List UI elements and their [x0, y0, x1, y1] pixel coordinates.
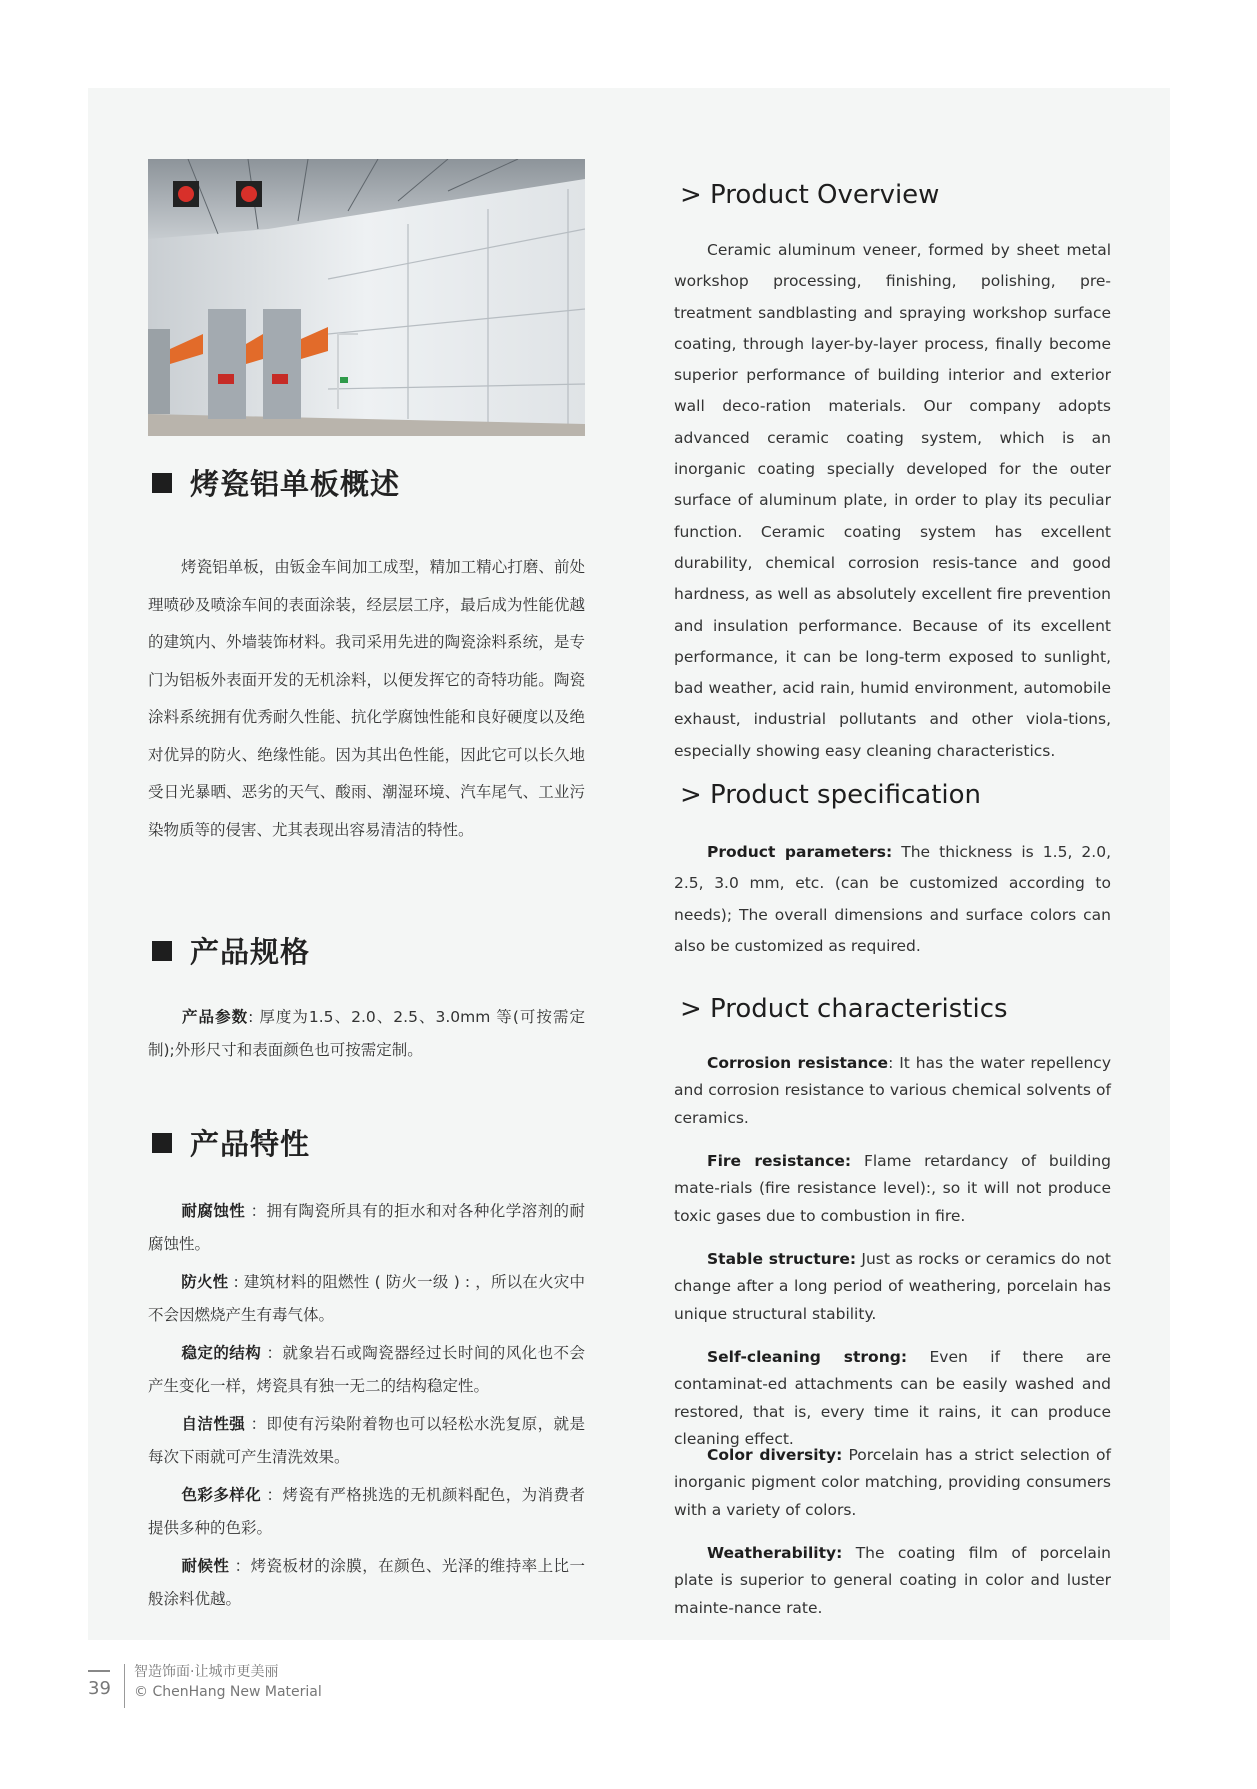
station-photo: [148, 159, 585, 436]
cn-overview-heading: [152, 462, 400, 503]
cn-feature-label: 耐候性: [181, 1557, 230, 1575]
cn-feature-text: ：即使有污染附着物也可以轻松水洗复原，就是每次下雨就可产生清洗效果。: [148, 1415, 585, 1466]
square-bullet-icon: [152, 941, 172, 961]
en-feature-item: [674, 1050, 1111, 1132]
cn-spec-text: : 厚度为1.5、2.0、2.5、3.0mm 等(可按需定制);外形尺寸和表面颜色也可按需定制。: [148, 1008, 585, 1059]
en-feature-label: Stable structure:: [707, 1250, 857, 1268]
footer-divider: [124, 1664, 125, 1708]
cn-feature-item: [148, 1550, 585, 1616]
en-feature-label: Weatherability:: [707, 1544, 843, 1562]
cn-spec-heading-text: 产品规格: [190, 935, 311, 969]
cn-features-heading: [152, 1122, 310, 1163]
cn-overview-body-text: 烤瓷铝单板，由钣金车间加工成型，精加工精心打磨、前处理喷砂及喷涂车间的表面涂装，经层层工序，最后成为性能优越的建筑内、外墙装饰材料。我司采用先进的陶瓷涂料系统，是专门为铝板外表面开发的无机涂料，以便发挥它的奇特功能。陶瓷涂料系统拥有优秀耐久性能、抗化学腐蚀性能和良好硬度以及绝对优异的防火、绝缘性能。因为其出色性能，因此它可以长久地受日光暴晒、恶劣的天气、酸雨、潮湿环境、汽车尾气、工业污染物质等的侵害、尤其表现出容易清洁的特性。: [148, 558, 585, 839]
en-feature-item: [674, 1540, 1111, 1622]
en-spec-text: The thickness is 1.5, 2.0, 2.5, 3.0 mm, etc. (can be customized according to needs); The overall dimensions and surface colors can also be customized as required.: [674, 843, 1111, 955]
cn-feature-text: : 建筑材料的阻燃性 ( 防火一级 ) : ，所以在火灾中不会因燃烧产生有毒气体。: [148, 1273, 585, 1324]
en-feature-text: Flame retardancy of building mate-rials (fire resistance level):, so it will not produce toxic gases due to combustion in fire.: [674, 1152, 1111, 1225]
en-spec-body: [674, 837, 1111, 962]
en-spec-heading: > Product specification: [680, 780, 982, 810]
page-number: 39: [88, 1678, 111, 1699]
en-spec-label: Product parameters:: [707, 843, 893, 861]
cn-features-heading-text: 产品特性: [190, 1127, 311, 1161]
en-feature-item: [674, 1442, 1111, 1524]
en-features-heading: > Product characteristics: [680, 994, 1008, 1024]
cn-feature-text: ：就象岩石或陶瓷器经过长时间的风化也不会产生变化一样，烤瓷具有独一无二的结构稳定性。: [148, 1344, 585, 1395]
en-feature-label: Self-cleaning strong:: [707, 1348, 908, 1366]
cn-feature-item: [148, 1479, 585, 1545]
en-feature-item: [674, 1148, 1111, 1230]
en-feature-text: Even if there are contaminat-ed attachments can be easily washed and restored, that is, every time it rains, it can produce cleaning effect.: [674, 1348, 1112, 1448]
square-bullet-icon: [152, 1133, 172, 1153]
cn-feature-item: [148, 1195, 585, 1261]
en-feature-item: [674, 1344, 1111, 1453]
footer-slogan: 智造饰面·让城市更美丽: [134, 1664, 279, 1680]
station-photo-image: [148, 159, 585, 436]
en-feature-label: Fire resistance:: [707, 1152, 852, 1170]
en-overview-heading: > Product Overview: [680, 180, 940, 210]
footer-copyright: © ChenHang New Material: [134, 1684, 322, 1700]
square-bullet-icon: [152, 473, 172, 493]
cn-spec-body: [148, 1001, 585, 1067]
en-feature-item: [674, 1246, 1111, 1328]
cn-feature-label: 色彩多样化: [181, 1486, 262, 1504]
en-feature-text: : It has the water repellency and corrosion resistance to various chemical solvents of ceramics.: [674, 1054, 1111, 1127]
cn-feature-item: [148, 1266, 585, 1332]
cn-feature-text: ：拥有陶瓷所具有的拒水和对各种化学溶剂的耐腐蚀性。: [148, 1202, 585, 1253]
cn-feature-label: 耐腐蚀性: [181, 1202, 246, 1220]
cn-feature-item: [148, 1337, 585, 1403]
en-overview-body: [674, 235, 1111, 767]
en-feature-label: Corrosion resistance: [707, 1054, 889, 1072]
cn-spec-label: 产品参数: [181, 1008, 249, 1026]
cn-overview-body: [148, 549, 585, 849]
cn-feature-label: 自洁性强: [181, 1415, 246, 1433]
en-feature-label: Color diversity:: [707, 1446, 843, 1464]
cn-feature-item: [148, 1408, 585, 1474]
en-feature-text: The coating film of porcelain plate is superior to general coating in color and luster mainte-nance rate.: [674, 1544, 1111, 1617]
en-feature-text: Just as rocks or ceramics do not change after a long period of weathering, porcelain has unique structural stability.: [674, 1250, 1111, 1323]
cn-feature-label: 稳定的结构: [181, 1344, 262, 1362]
cn-overview-heading-text: 烤瓷铝单板概述: [190, 467, 401, 501]
footer-dash: [88, 1670, 110, 1672]
cn-feature-text: ：烤瓷板材的涂膜，在颜色、光泽的维持率上比一般涂料优越。: [148, 1557, 585, 1608]
en-feature-text: Porcelain has a strict selection of inorganic pigment color matching, providing consumers with a variety of colors.: [674, 1446, 1111, 1519]
cn-feature-label: 防火性: [181, 1273, 229, 1291]
cn-feature-text: ：烤瓷有严格挑选的无机颜料配色，为消费者提供多种的色彩。: [148, 1486, 585, 1537]
cn-spec-heading: [152, 930, 310, 971]
en-overview-body-text: Ceramic aluminum veneer, formed by sheet metal workshop processing, finishing, polishing, pre-treatment sandblasting and spraying workshop surface coating, through layer-by-layer process, finally become superior performance of building interior and exterior wall deco-ration materials. Our company adopts advanced ceramic coating system, which is an inorganic coating specially developed for the outer surface of aluminum plate, in order to play its peculiar function. Ceramic coating system has excellent durability, chemical corrosion resis-tance and good hardness, as well as absolutely excellent fire prevention and insulation performance. Because of its excellent performance, it can be long-term exposed to sunlight, bad weather, acid rain, humid environment, automobile exhaust, industrial pollutants and other viola-tions, especially showing easy cleaning characteristics.: [674, 241, 1111, 760]
